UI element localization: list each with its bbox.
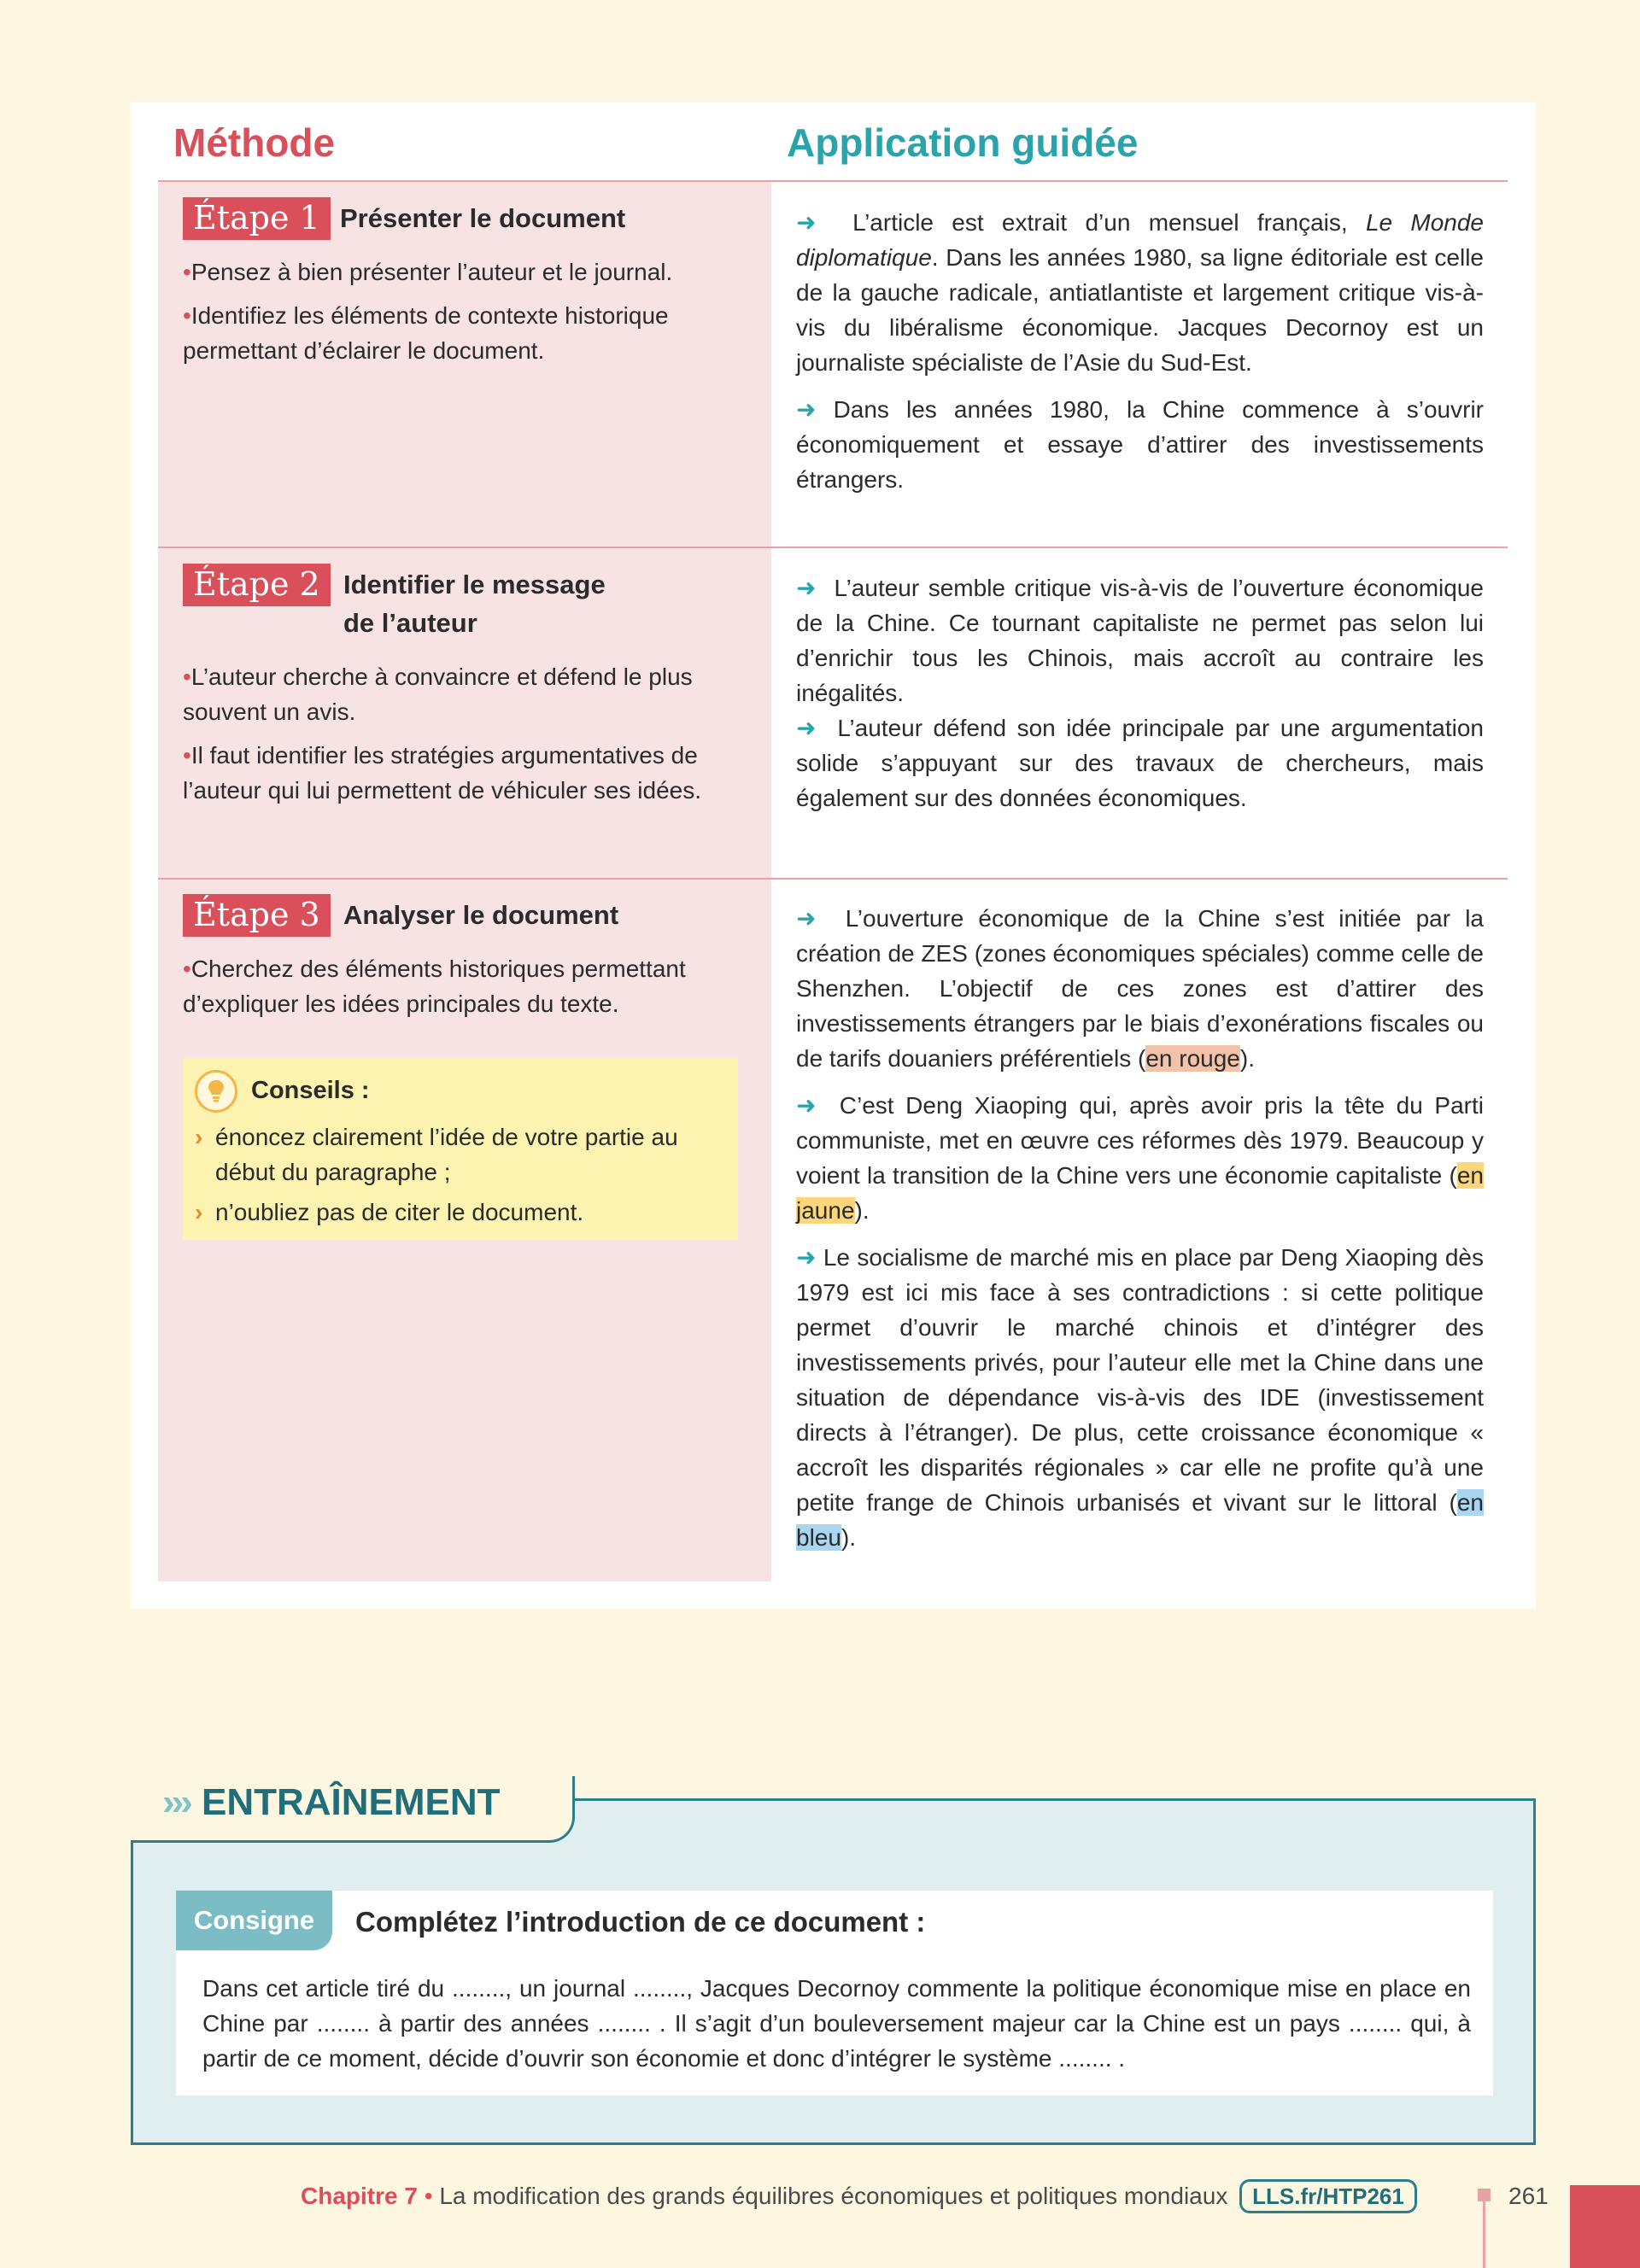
application-paragraph: ➜ L’article est extrait d’un mensuel français, Le Monde diplomatique. Dans les années 1980, sa ligne éditoriale est celle de la gauche radicale, antiatlantiste et largement critique vis-à-vis du libéralisme économique. Jacques Decornoy est un journaliste spécialiste de l’Asie du Sud-Est. xyxy=(796,209,1485,376)
method-bullet: •Pensez à bien présenter l’auteur et le journal. xyxy=(183,259,673,285)
conseil-item: › n’oubliez pas de citer le document. xyxy=(195,1195,729,1230)
application-paragraph: ➜ L’auteur défend son idée principale par une argumentation solide s’appuyant sur des travaux de chercheurs, mais également sur des données économiques. xyxy=(796,715,1484,811)
entrainement-title: ››› ENTRAÎNEMENT xyxy=(162,1781,501,1823)
application-paragraph: ➜ L’ouverture économique de la Chine s’est initiée par la création de ZES (zones économiques spéciales) comme celle de Shenzhen. L’objectif de ces zones est d’attirer des investissements étrangers par le biais d’exonérations fiscales ou de tarifs douaniers préférentiels (en rouge). xyxy=(796,905,1484,1072)
row-divider xyxy=(158,547,1508,548)
exercise-text: Dans cet article tiré du ........, un journal ........, Jacques Decornoy commente la politique économique mise en place en Chine par ........ à partir des années ........ . Il s’agit d’un bouleversement majeur car la Chine est un pays ........ qui, à partir de ce moment, décide d’ouvrir son économie et donc d’intégrer le système ........ . xyxy=(202,1975,1471,2072)
step-title: Analyser le document xyxy=(343,900,619,930)
page-number: 261 xyxy=(1508,2183,1549,2209)
method-bullet: •L’auteur cherche à convaincre et défend le plus souvent un avis. xyxy=(183,663,693,725)
highlight-yellow: en jaune xyxy=(796,1162,1484,1224)
consigne-text: Complétez l’introduction de ce document : xyxy=(355,1906,926,1938)
row-divider xyxy=(158,878,1508,880)
chapter-label: Chapitre 7 xyxy=(301,2183,418,2209)
step-badge: Étape 2 xyxy=(183,564,331,606)
method-bullet: •Cherchez des éléments historiques permettant d’expliquer les idées principales du texte. xyxy=(183,956,686,1017)
conseils-box xyxy=(183,1058,738,1240)
method-instructions xyxy=(183,951,755,1030)
chapter-title: La modification des grands équilibres économiques et politiques mondiaux xyxy=(439,2183,1228,2209)
application-paragraph: ➜ Dans les années 1980, la Chine commence à s’ouvrir économiquement et essaye d’attirer des investissements étrangers. xyxy=(796,396,1484,493)
method-bullet: •Il faut identifier les stratégies argumentatives de l’auteur qui lui permettent de véhiculer ses idées. xyxy=(183,742,702,804)
arrow-right-icon: ➜ xyxy=(796,715,817,741)
application-paragraph: ➜ L’auteur semble critique vis-à-vis de l’ouverture économique de la Chine. Ce tournant capitaliste ne permet pas selon lui d’enrichir tous les Chinois, mais accroît au contraire les inégalités. xyxy=(796,575,1484,706)
highlight-red: en rouge xyxy=(1145,1045,1240,1072)
method-instructions xyxy=(183,254,755,377)
step-badge: Étape 1 xyxy=(183,197,331,240)
page-corner-tab xyxy=(1570,2185,1640,2268)
application-paragraph: ➜ Le socialisme de marché mis en place par Deng Xiaoping dès 1979 est ici mis face à ses contradictions : si cette politique permet d’ouvrir le marché chinois et d’intégrer des investissements privés, pour l’auteur elle met la Chine dans une situation de dépendance vis-à-vis des IDE (investissement directs à l’étranger). De plus, cette croissance économique « accroît les disparités régionales » car elle ne profite qu’à une petite frange de Chinois urbanisés et vivant sur le littoral (en bleu). xyxy=(796,1244,1485,1551)
conseils-list xyxy=(195,1119,729,1235)
arrow-right-icon: ➜ xyxy=(796,575,817,601)
highlight-blue: en bleu xyxy=(796,1489,1484,1551)
conseils-title: Conseils : xyxy=(251,1077,370,1104)
step-badge: Étape 3 xyxy=(183,894,331,937)
page-footer: Chapitre 7 • La modification des grands équilibres économiques et politiques mondiaux LLS.fr/HTP261 xyxy=(301,2179,1417,2213)
conseil-item: › énoncez clairement l’idée de votre partie au début du paragraphe ; xyxy=(195,1119,729,1190)
chevrons-icon: ››› xyxy=(162,1781,190,1823)
method-instructions xyxy=(183,659,755,816)
arrow-right-icon: ➜ xyxy=(796,1244,817,1271)
application-text xyxy=(796,570,1484,827)
application-paragraph: ➜ C’est Deng Xiaoping qui, après avoir pris la tête du Parti communiste, met en œuvre ces réformes dès 1979. Beaucoup y voient la transition de la Chine vers une économie capitaliste (en jaune). xyxy=(796,1092,1484,1224)
header-divider xyxy=(158,180,1508,182)
chevron-right-icon: › xyxy=(195,1124,203,1150)
application-heading: Application guidée xyxy=(787,120,1139,165)
arrow-right-icon: ➜ xyxy=(796,209,817,236)
methode-heading: Méthode xyxy=(173,120,336,165)
arrow-right-icon: ➜ xyxy=(796,1092,817,1119)
arrow-right-icon: ➜ xyxy=(796,396,817,423)
lls-link[interactable]: LLS.fr/HTP261 xyxy=(1239,2179,1417,2213)
consigne-badge: Consigne xyxy=(176,1891,332,1950)
footer-line xyxy=(1483,2201,1485,2268)
method-bullet: •Identifiez les éléments de contexte historique permettant d’éclairer le document. xyxy=(183,302,669,364)
chevron-right-icon: › xyxy=(195,1199,203,1225)
lightbulb-icon xyxy=(195,1070,237,1113)
application-text xyxy=(796,901,1484,1567)
arrow-right-icon: ➜ xyxy=(796,905,817,932)
step-title: Présenter le document xyxy=(340,203,626,233)
footer-marker xyxy=(1478,2189,1491,2201)
application-text xyxy=(796,205,1484,509)
step-title: Identifier le message de l’auteur xyxy=(343,570,606,638)
